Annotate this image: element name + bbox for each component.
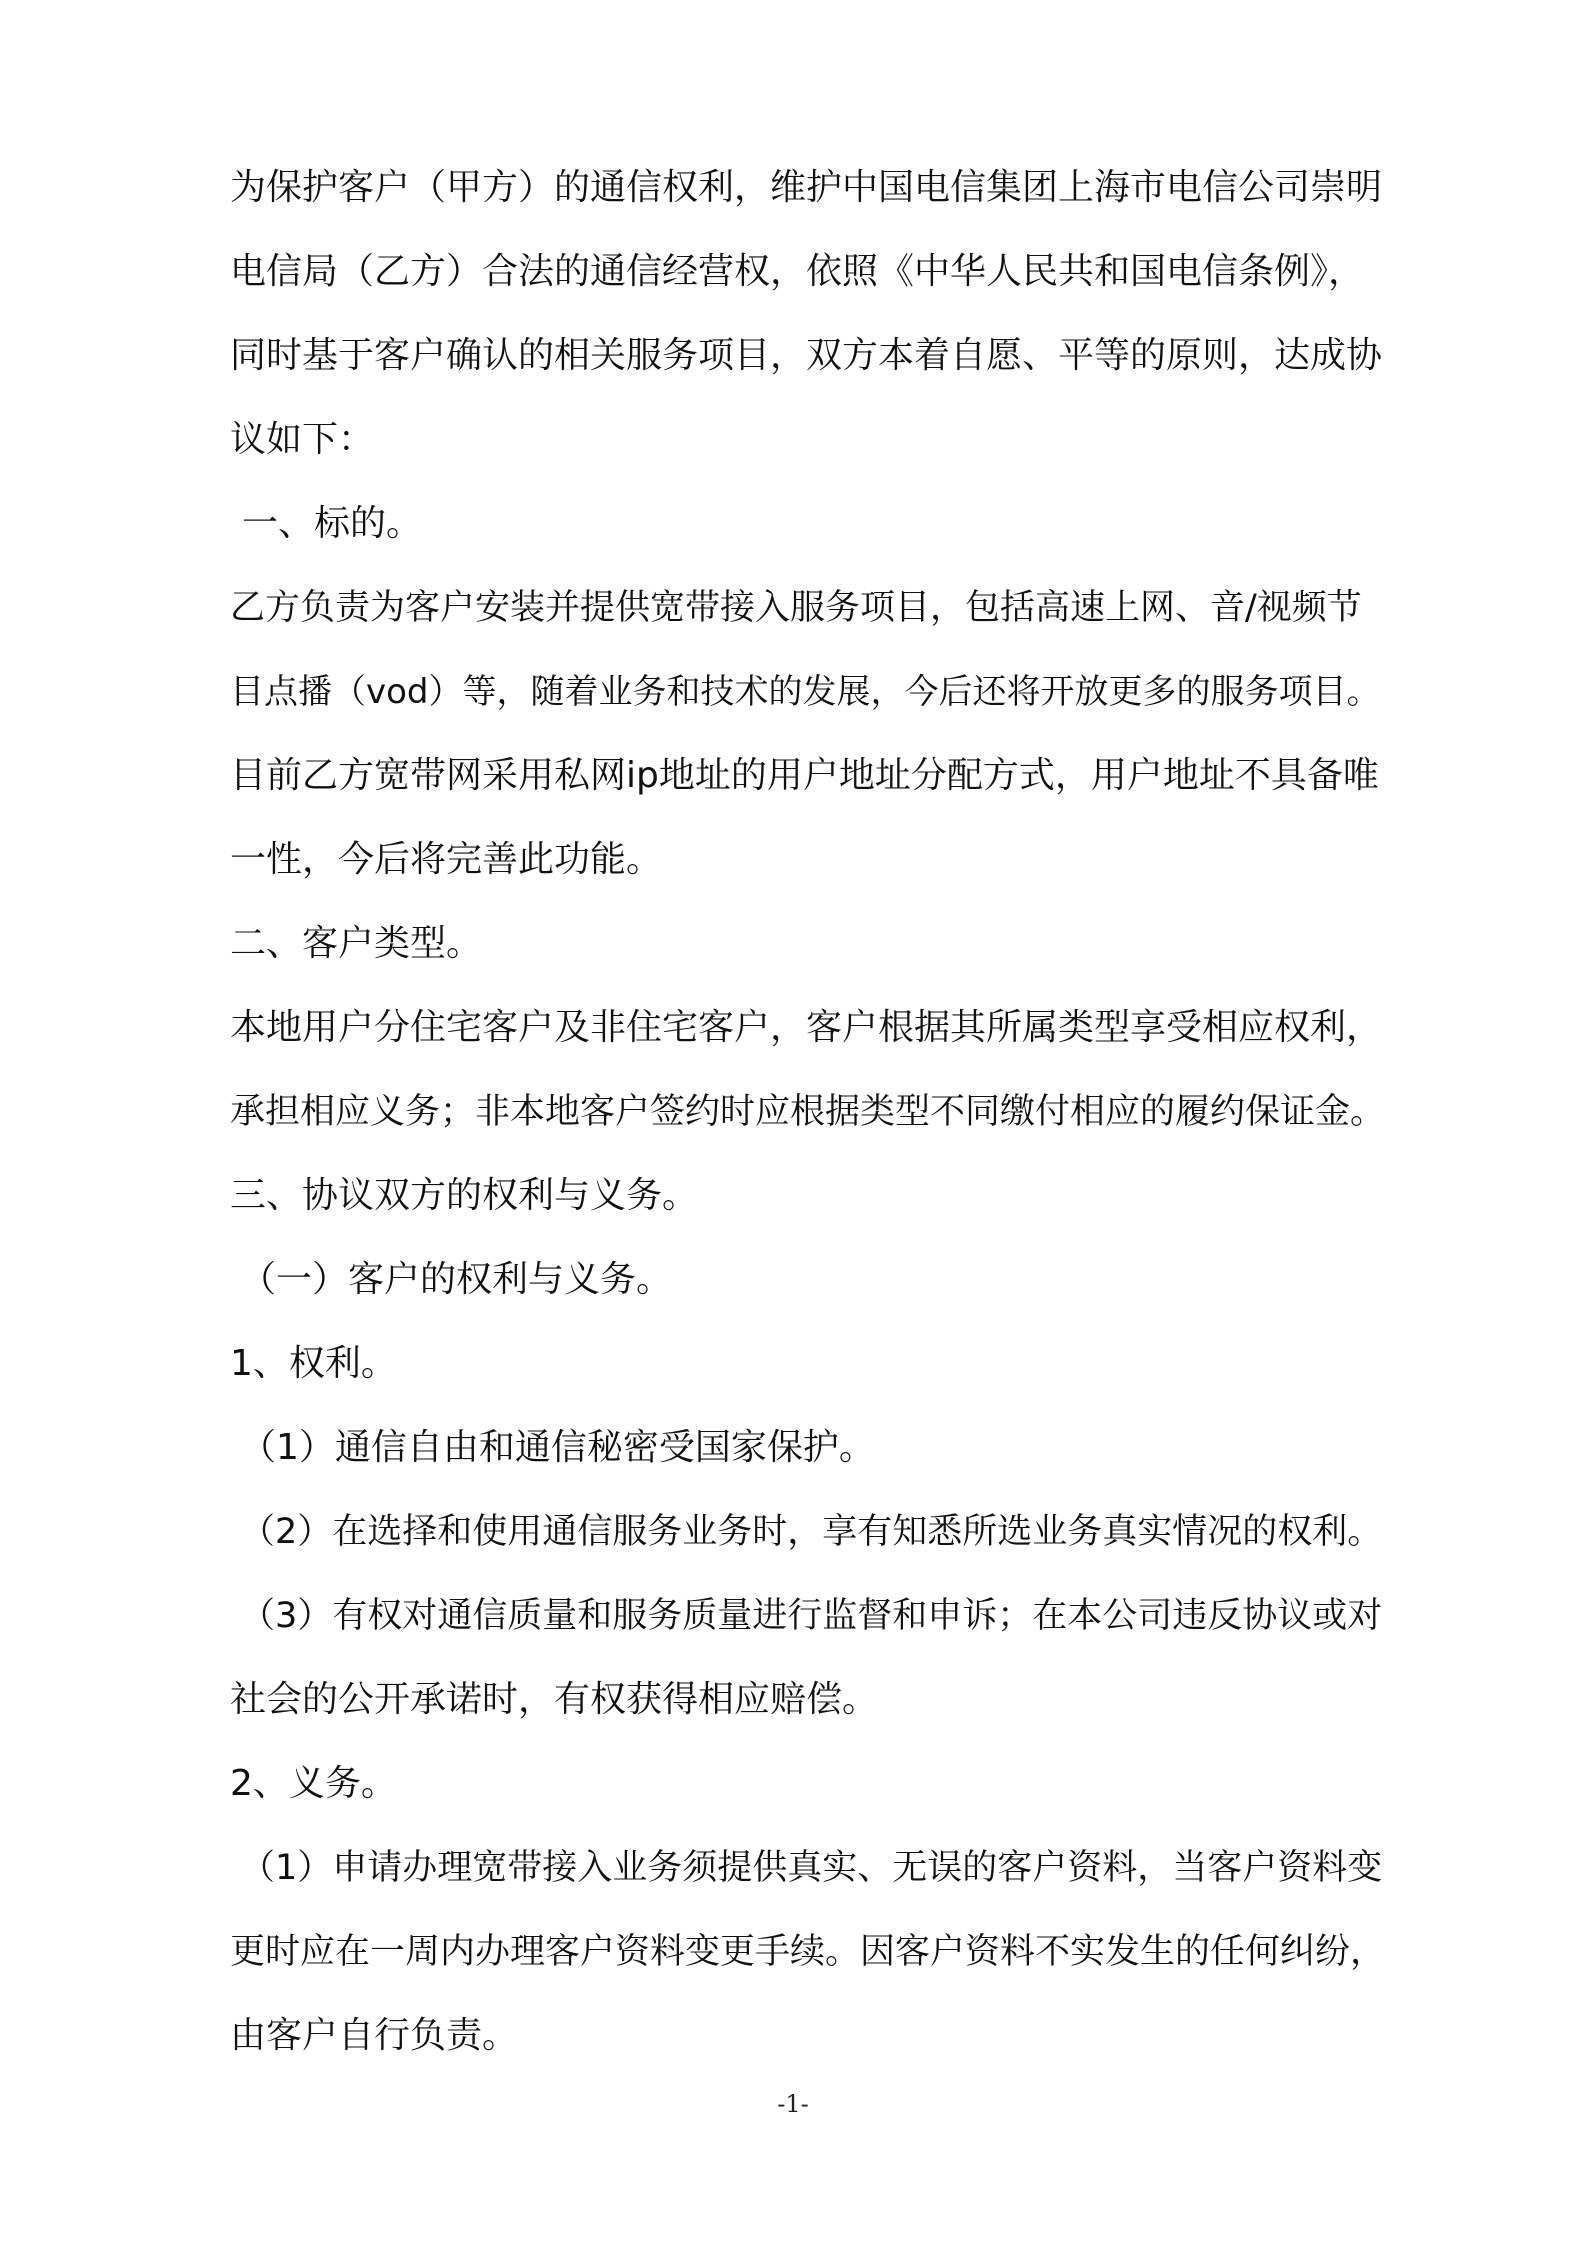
item-heading: 1、权利。 [230, 1343, 397, 1384]
list-item: （1）通信自由和通信秘密受国家保护。 [240, 1427, 875, 1468]
body-line: 电信局（乙方）合法的通信经营权，依照《中华人民共和国电信条例》， [230, 251, 1365, 292]
body-line: 议如下： [230, 419, 375, 460]
list-item: （1）申请办理宽带接入业务须提供真实、无误的客户资料，当客户资料变 [240, 1848, 1383, 1888]
body-line: 目点播（vod）等，随着业务和技术的发展，今后还将开放更多的服务项目。 [230, 672, 1381, 712]
body-line: 由客户自行负责。 [230, 2015, 519, 2056]
body-line: 为保护客户（甲方）的通信权利，维护中国电信集团上海市电信公司崇明 [230, 167, 1383, 208]
body-line: 本地用户分住宅客户及非住宅客户，客户根据其所属类型享受相应权利， [230, 1007, 1383, 1048]
list-item: （3）有权对通信质量和服务质量进行监督和申诉；在本公司违反协议或对 [240, 1596, 1383, 1636]
body-line: 一性，今后将完善此功能。 [230, 839, 663, 880]
body-line: 目前乙方宽带网采用私网ip地址的用户地址分配方式，用户地址不具备唯 [230, 755, 1379, 796]
page-number: -1- [777, 2090, 809, 2118]
item-heading: 2、义务。 [230, 1763, 397, 1804]
body-line: 乙方负责为客户安装并提供宽带接入服务项目，包括高速上网、音/视频节 [230, 588, 1362, 628]
body-line: 承担相应义务；非本地客户签约时应根据类型不同缴付相应的履约保证金。 [230, 1092, 1386, 1132]
body-line: 社会的公开承诺时，有权获得相应赔偿。 [230, 1679, 879, 1720]
section-heading: 二、客户类型。 [230, 923, 483, 964]
list-item: （2）在选择和使用通信服务业务时，享有知悉所选业务真实情况的权利。 [240, 1512, 1383, 1552]
body-line: 同时基于客户确认的相关服务项目，双方本着自愿、平等的原则，达成协 [230, 335, 1383, 376]
section-heading: 三、协议双方的权利与义务。 [230, 1175, 699, 1216]
body-line: 更时应在一周内办理客户资料变更手续。因客户资料不实发生的任何纠纷， [230, 1932, 1386, 1972]
section-heading: 一、标的。 [242, 503, 423, 544]
subsection-heading: （一）客户的权利与义务。 [240, 1259, 673, 1300]
